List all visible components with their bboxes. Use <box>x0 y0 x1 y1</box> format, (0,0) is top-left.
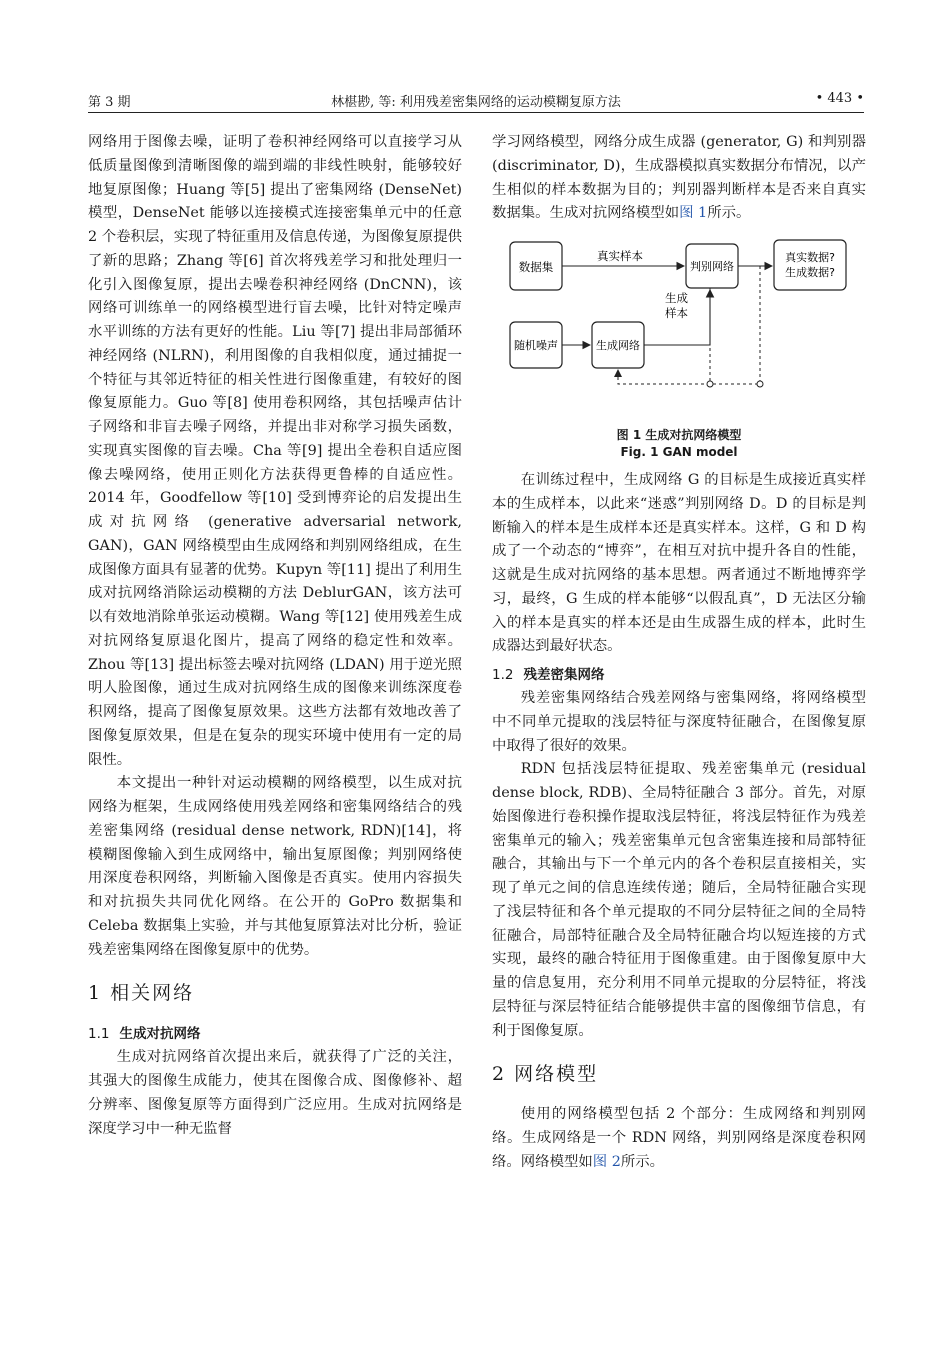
label-generated-sample-2: 样本 <box>665 306 688 320</box>
subsection-title: 生成对抗网络 <box>119 1026 201 1043</box>
label-dataset: 数据集 <box>518 260 554 274</box>
running-title: 林椹尠, 等: 利用残差密集网络的运动模糊复原方法 <box>331 95 621 110</box>
page-number: • 443 • <box>815 91 864 106</box>
figure-2-link[interactable]: 图 2 <box>592 1153 621 1170</box>
label-generated-sample-1: 生成 <box>665 291 688 305</box>
figure-1-link[interactable]: 图 1 <box>679 205 708 222</box>
subsection-heading-1-2 <box>492 663 866 687</box>
paragraph-network-model <box>492 1103 866 1174</box>
figure-1-gan-diagram <box>492 230 866 425</box>
figure-1-caption <box>492 427 866 461</box>
label-output-real: 真实数据? <box>785 251 835 264</box>
label-discriminator: 判别网络 <box>690 260 734 273</box>
label-real-sample: 真实样本 <box>597 249 643 263</box>
paragraph-rdn-intro: 残差密集网络结合残差网络与密集网络，将网络模型中不同单元提取的浅层特征与深度特征融合，在图像复原中取得了很好的效果。 <box>492 690 866 754</box>
text-run: 使用的网络模型包括 2 个部分：生成网络和判别网络。生成网络是一个 RDN 网络，判别网络是深度卷积网络。网络模型如 <box>492 1106 866 1170</box>
gan-diagram-svg <box>492 230 866 425</box>
page-header <box>88 88 864 113</box>
paragraph-related-work: 网络用于图像去噪，证明了卷积神经网络可以直接学习从低质量图像到清晰图像的端到端的非线性映射，能够较好地复原图像；Huang 等[5] 提出了密集网络 (DenseNet) 模型，DenseNet 能够以连接模式连接密集单元中的任意 2 个卷积层，实现了特征重用及信息传递，为图像复原提供了新的思路；Zhang 等[6] 首次将残差学习和批处理归一化引入图像复原，提出去噪卷积神经网络 (DnCNN)，该网络可训练单一的网络模型进行盲去噪，比针对特定噪声水平训练的方法有更好的性能。Liu 等[7] 提出非局部循环神经网络 (NLRN)，利用图像的自我相似度，通过捕捉一个特征与其邻近特征的相关性进行图像重建，有较好的图像复原能力。Guo 等[8] 使用卷积网络，其包括噪声估计子网络和非盲去噪子网络，并提出非对称学习损失函数，实现真实图像的盲去噪。Cha 等[9] 提出全卷积自适应图像去噪网络，使用正则化方法获得更鲁棒的自适应性。2014 年，Goodfellow 等[10] 受到博弈论的启发提出生成对抗网络 (generative adversarial network, GAN)，GAN 网络模型由生成网络和判别网络组成，在生成图像方面具有显著的优势。Kupyn 等[11] 提出了利用生成对抗网络消除运动模糊的方法 DeblurGAN，该方法可以有效地消除单张运动模糊。Wang 等[12] 使用残差生成对抗网络复原退化图片，提高了网络的稳定性和效率。Zhou 等[13] 提出标签去噪对抗网络 (LDAN) 用于逆光照明人脸图像，通过生成对抗网络生成的图像来训练深度卷积网络，提高了图像复原效果。这些方法都有效地改善了图像复原效果，但是在复杂的现实环境中使用有一定的局限性。 <box>88 134 462 768</box>
paragraph-proposed-method: 本文提出一种针对运动模糊的网络模型，以生成对抗网络为框架，生成网络使用残差网络和密集网络结合的残差密集网络 (residual dense network, RDN)[14]，将模糊图像输入到生成网络中，输出复原图像；判别网络使用深度卷积网络，判断输入图像是否真实。使用内容损失和对抗损失共同优化网络。在公开的 GoPro 数据集和 Celeba 数据集上实验，并与其他复原算法对比分析，验证残差密集网络在图像复原中的优势。 <box>88 775 462 958</box>
paragraph-training-process: 在训练过程中，生成网络 G 的目标是生成接近真实样本的生成样本，以此来“迷惑”判别网络 D。D 的目标是判断输入的样本是生成样本还是真实样本。这样，G 和 D 构成了一个动态的“博弈”，在相互对抗中提升各自的性能，这就是生成对抗网络的基本思想。两者通过不断地博弈学习，最终，G 生成的样本能够“以假乱真”，D 无法区分输入的样本是真实的样本还是由生成器生成的样本，此时生成器达到最好状态。 <box>492 472 866 655</box>
caption-cn-text: 图 1 生成对抗网络模型 <box>616 428 742 442</box>
subsection-title: 残差密集网络 <box>523 667 605 683</box>
subsection-heading-1-1 <box>88 1022 462 1046</box>
left-column <box>88 131 462 1141</box>
subsection-number: 1.1 <box>88 1026 110 1043</box>
caption-chinese <box>492 427 866 444</box>
issue-number: 第 3 期 <box>88 95 131 110</box>
paragraph-gan-intro: 生成对抗网络首次提出来后，就获得了广泛的关注，其强大的图像生成能力，使其在图像合成、图像修补、超分辨率、图像复原等方面得到广泛应用。生成对抗网络是深度学习中一种无监督 <box>88 1049 462 1137</box>
text-run: 学习网络模型，网络分成生成器 (generator, G) 和判别器 (discriminator, D)，生成器模拟真实数据分布情况，以产生相似的样本数据为目的；判别器判断样本是否来自真实数据集。生成对抗网络模型如 <box>492 134 866 222</box>
label-output-generated: 生成数据? <box>785 266 835 279</box>
label-noise: 随机噪声 <box>514 339 558 352</box>
subsection-number: 1.2 <box>492 667 514 683</box>
caption-en-text: Fig. 1 GAN model <box>620 445 738 459</box>
caption-english <box>492 444 866 461</box>
paragraph-rdn-details: RDN 包括浅层特征提取、残差密集单元 (residual dense block, RDB)、全局特征融合 3 部分。首先，对原始图像进行卷积操作提取浅层特征，将浅层特征作为残差密集单元的输入；残差密集单元包含密集连接和局部特征融合，其输出与下一个单元内的各个卷积层直接相关，实现了单元之间的信息连续传递；随后，全局特征融合实现了浅层特征和各个单元提取的不同分层特征之间的全局特征融合，局部特征融合及全局特征融合均以短连接的方式实现，最终的融合特征用于图像重建。由于图像复原中大量的信息复用，充分利用不同单元提取的分层特征，将浅层特征与深层特征结合能够提供丰富的图像细节信息，有利于图像复原。 <box>492 761 866 1039</box>
text-run: 所示。 <box>620 1153 665 1170</box>
section-heading-1: 1 相关网络 <box>88 982 195 1005</box>
right-column <box>492 131 866 1175</box>
text-run: 所示。 <box>707 205 751 222</box>
section-heading-2: 2 网络模型 <box>492 1063 599 1086</box>
paragraph-gan-structure <box>492 131 866 226</box>
label-generator: 生成网络 <box>596 339 640 352</box>
output-shape <box>774 240 846 290</box>
